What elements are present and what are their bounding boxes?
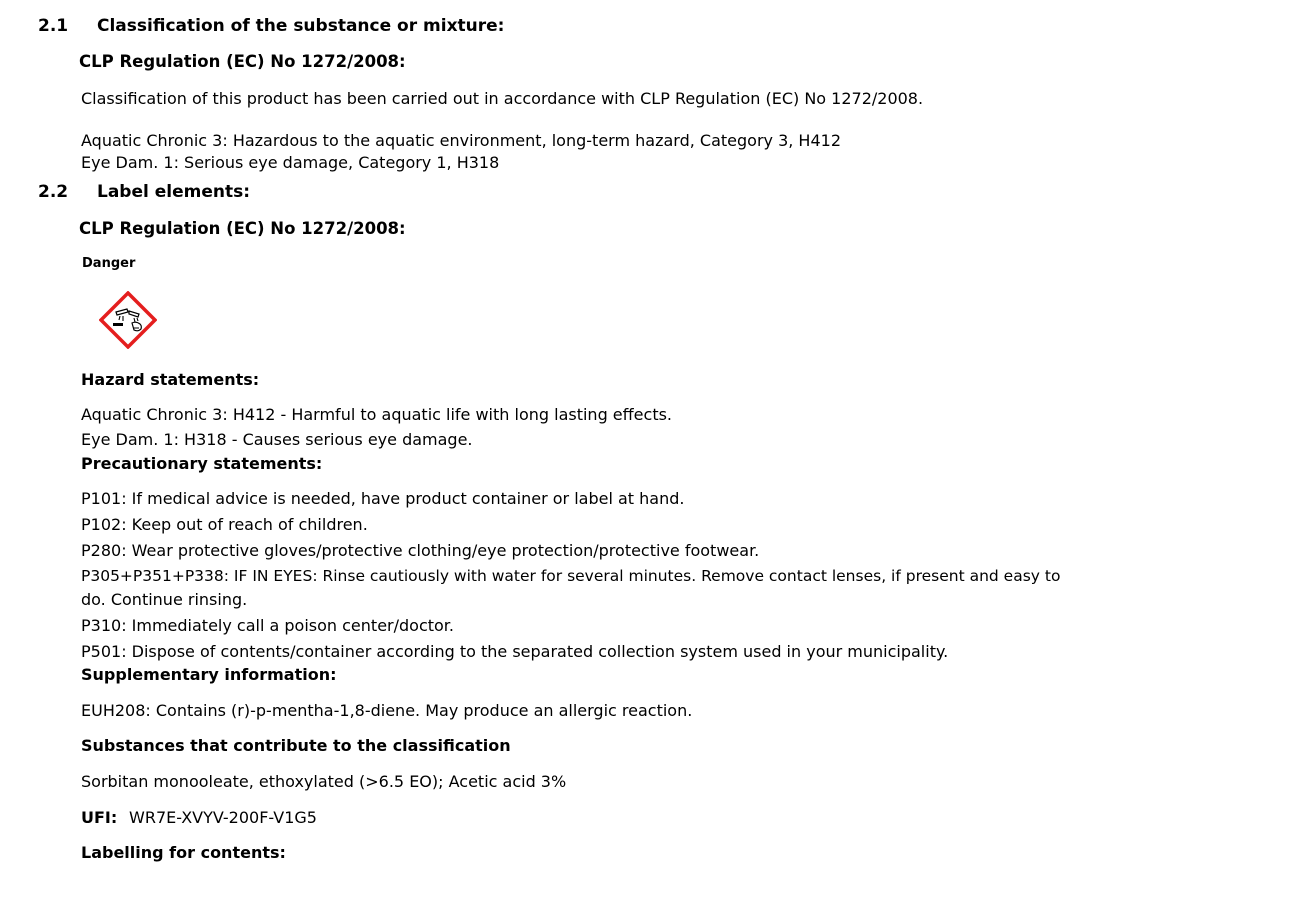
- hazard-statement: Eye Dam. 1: H318 - Causes serious eye damage.: [81, 430, 473, 449]
- section-title-label-elements: Label elements:: [97, 182, 251, 202]
- precautionary-statement: P501: Dispose of contents/container according to the separated collection system used in your municipality.: [81, 642, 949, 661]
- corrosion-icon: [99, 291, 157, 349]
- classification-item: Eye Dam. 1: Serious eye damage, Category 1, H318: [81, 153, 500, 172]
- hazard-statement: Aquatic Chronic 3: H412 - Harmful to aquatic life with long lasting effects.: [81, 405, 673, 424]
- supplementary-text: EUH208: Contains (r)-p-mentha-1,8-diene. May produce an allergic reaction.: [81, 701, 693, 720]
- section-number-2-2: 2.2: [38, 182, 69, 202]
- supplementary-heading: Supplementary information:: [81, 665, 337, 684]
- labelling-heading: Labelling for contents:: [81, 843, 286, 862]
- ufi-label: UFI:: [81, 808, 118, 827]
- ufi-value: WR7E-XVYV-200F-V1G5: [129, 808, 317, 827]
- precautionary-statements-heading: Precautionary statements:: [81, 454, 323, 473]
- signal-word: Danger: [82, 256, 136, 271]
- precautionary-statement: P305+P351+P338: IF IN EYES: Rinse cautiously with water for several minutes. Remove contact lenses, if present and easy to: [81, 567, 1061, 585]
- regulation-heading: CLP Regulation (EC) No 1272/2008:: [79, 52, 406, 71]
- section-title-classification: Classification of the substance or mixture:: [97, 16, 505, 36]
- substances-text: Sorbitan monooleate, ethoxylated (>6.5 EO); Acetic acid 3%: [81, 772, 567, 791]
- precautionary-statement: P310: Immediately call a poison center/doctor.: [81, 616, 454, 635]
- regulation-heading: CLP Regulation (EC) No 1272/2008:: [79, 219, 406, 238]
- hazard-statements-heading: Hazard statements:: [81, 370, 260, 389]
- precautionary-statement: P101: If medical advice is needed, have product container or label at hand.: [81, 489, 685, 508]
- precautionary-statement: P102: Keep out of reach of children.: [81, 515, 368, 534]
- classification-intro: Classification of this product has been carried out in accordance with CLP Regulation (EC) No 1272/2008.: [81, 89, 924, 108]
- substances-heading: Substances that contribute to the classification: [81, 736, 511, 755]
- section-number-2-1: 2.1: [38, 16, 69, 36]
- classification-item: Aquatic Chronic 3: Hazardous to the aquatic environment, long-term hazard, Category 3, H412: [81, 131, 841, 150]
- precautionary-statement: do. Continue rinsing.: [81, 590, 248, 609]
- precautionary-statement: P280: Wear protective gloves/protective clothing/eye protection/protective footwear.: [81, 541, 760, 560]
